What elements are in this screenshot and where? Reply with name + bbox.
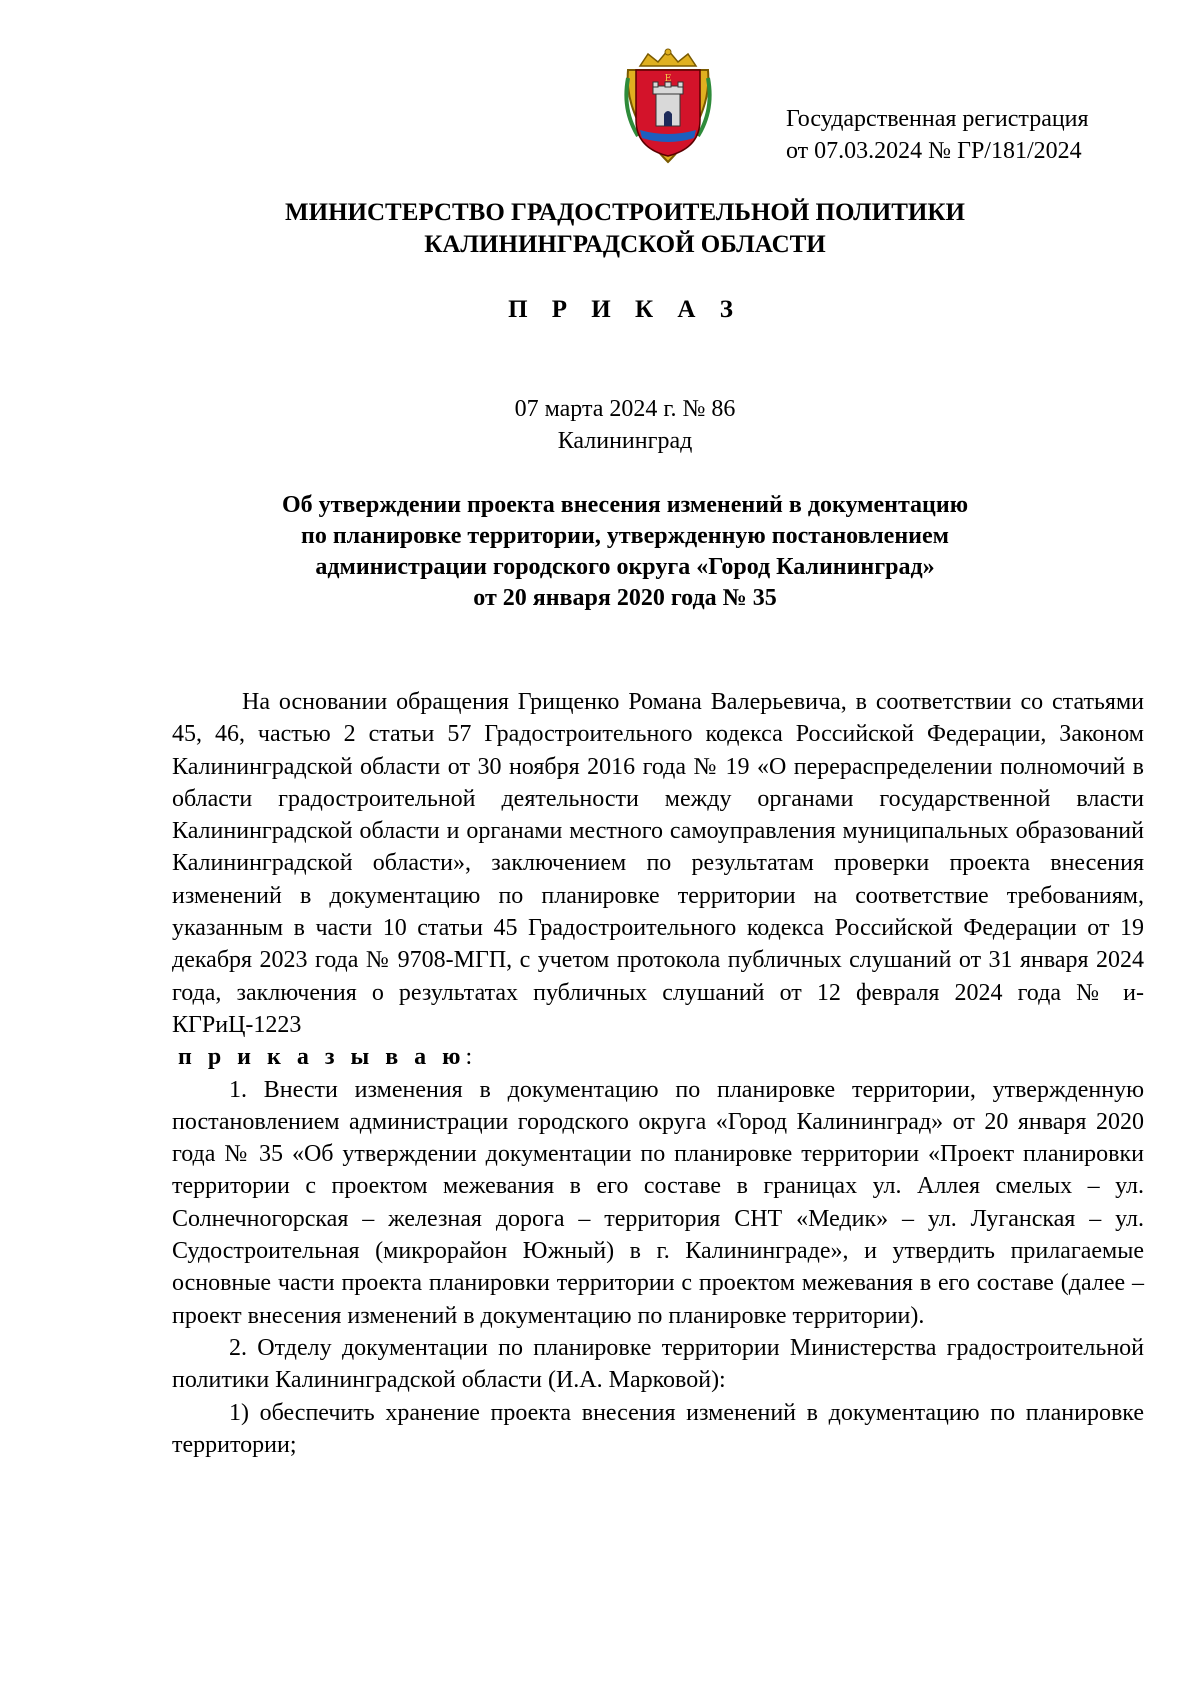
order-date-number: 07 марта 2024 г. № 86 (514, 396, 736, 422)
command-colon: : (465, 1044, 473, 1071)
order-city: Калининград (557, 428, 693, 454)
item-1-paragraph: 1. Внести изменения в документацию по планировке территории, утвержденную постановлением администрации городского округа «Город Калининград» от 20 января 2020 года № 35 «Об утверждении документации по планировке территории «Проект планировки территории с проектом межевания в его составе в границах ул. Аллея смелых – ул. Солнечногорская – железная дорога – территория СНТ «Медик» – ул. Луганская – ул. Судостроительная (микрорайон Южный) в г. Калининграде», и утвердить прилагаемые основные части проекта планировки территории с проектом межевания в его составе (далее – проект внесения изменений в документацию по планировке территории). (172, 1076, 1144, 1329)
ministry-name (176, 197, 1074, 261)
document-body (172, 686, 1144, 1461)
coat-of-arms-emblem (618, 48, 718, 166)
subject-line-1: Об утверждении проекта внесения изменений в документацию (281, 492, 969, 518)
preamble-paragraph: На основании обращения Грищенко Романа Валерьевича, в соответствии со статьями 45, 46, частью 2 статьи 57 Градостроительного кодекса Российской Федерации, Законом Калининградской области от 30 ноября 2016 года № 19 «О перераспределении полномочий в области градостроительной деятельности между органами государственной власти Калининградской области и органами местного самоуправления муниципальных образований Калининградской области», заключением по результатам проверки проекта внесения изменений в документацию по планировке территории на соответствие требованиям, указанным в части 10 статьи 45 Градостроительного кодекса Российской Федерации от 19 декабря 2023 года № 9708-МГП, с учетом протокола публичных слушаний от 31 января 2024 года, заключения о результатах публичных слушаний от 12 февраля 2024 года № и-КГРиЦ-1223 (172, 689, 1144, 1038)
ministry-line-2: КАЛИНИНГРАДСКОЙ ОБЛАСТИ (424, 231, 826, 258)
registration-line-2: от 07.03.2024 № ГР/181/2024 (786, 138, 1082, 164)
subject-line-2: по планировке территории, утвержденную постановлением (301, 523, 949, 549)
command-paragraph (172, 1041, 1144, 1073)
registration-note (786, 103, 1166, 167)
svg-text:Е: Е (664, 74, 672, 84)
subject-line-3: администрации городского округа «Город Калининград» (315, 554, 935, 580)
subject-line-4: от 20 января 2020 года № 35 (473, 585, 777, 611)
document-type-heading: П Р И К А З (508, 296, 742, 323)
item-2-paragraph: 2. Отделу документации по планировке территории Министерства градостроительной политики Калининградской области (И.А. Марковой): (172, 1334, 1144, 1394)
order-subject (176, 490, 1074, 614)
date-and-place (176, 393, 1074, 457)
command-word: п р и к а з ы в а ю (178, 1044, 466, 1071)
item-2-1-paragraph: 1) обеспечить хранение проекта внесения изменений в документацию по планировке территории; (172, 1399, 1144, 1458)
registration-line-1: Государственная регистрация (786, 106, 1089, 132)
ministry-line-1: МИНИСТЕРСТВО ГРАДОСТРОИТЕЛЬНОЙ ПОЛИТИКИ (285, 199, 965, 226)
